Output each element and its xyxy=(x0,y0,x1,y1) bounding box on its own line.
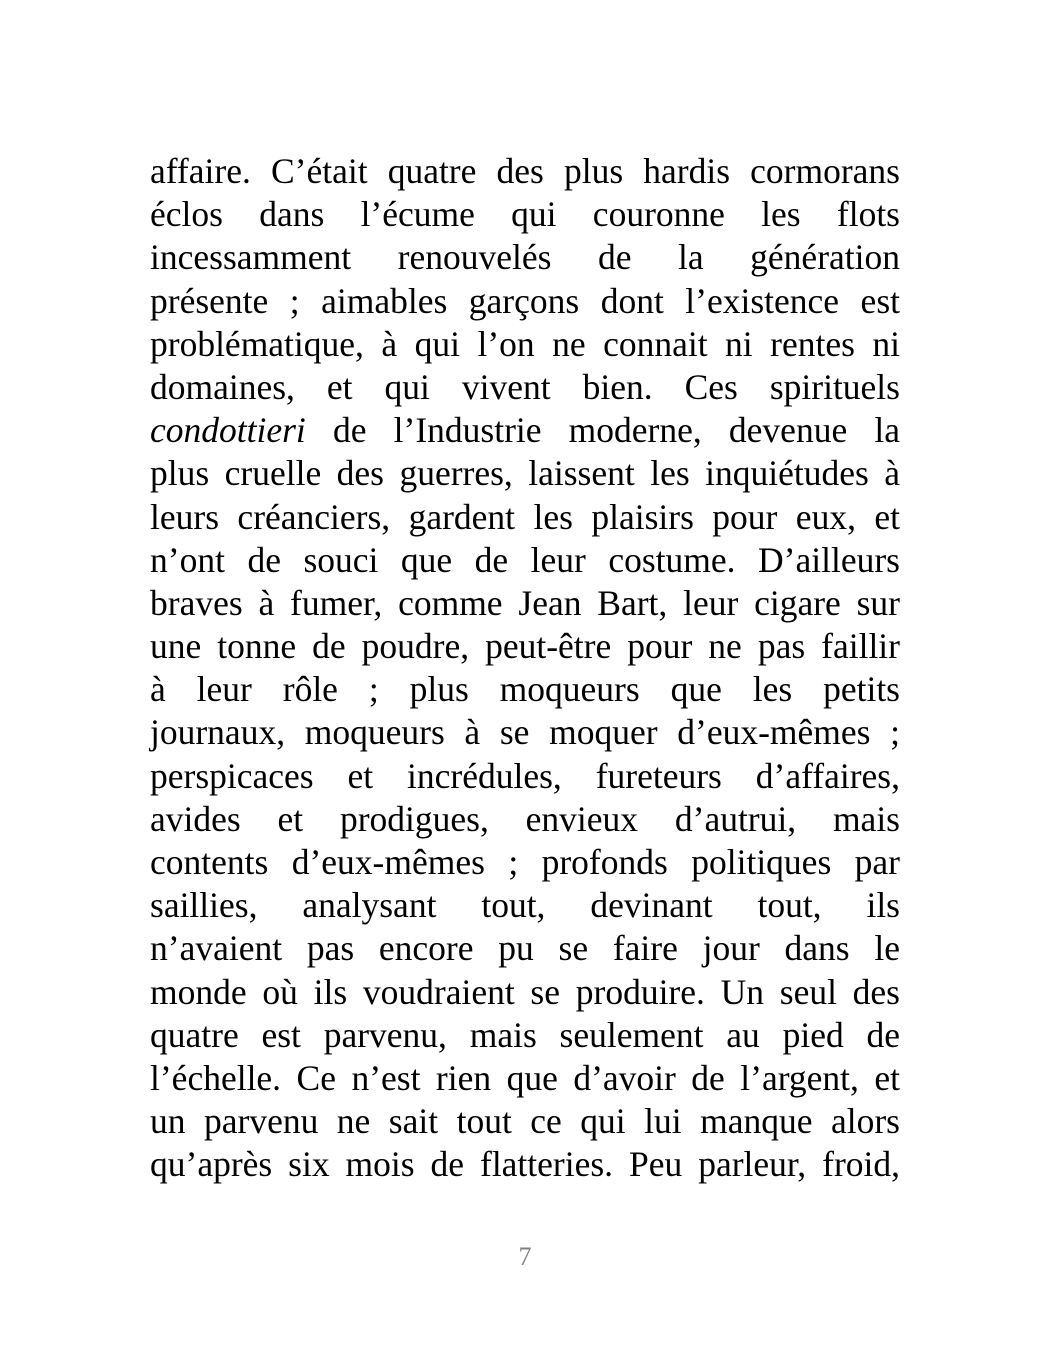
text-line: un parvenu ne sait tout ce qui lui manque alors xyxy=(150,1101,900,1142)
text-line: monde où ils voudraient se produire. Un seul des xyxy=(150,971,900,1012)
text-line: éclos dans l’écume qui couronne les flots xyxy=(150,194,900,235)
text-line: quatre est parvenu, mais seulement au pied de xyxy=(150,1014,900,1055)
text-line: une tonne de poudre, peut-être pour ne pas faillir xyxy=(150,626,900,667)
text-line: affaire. C’était quatre des plus hardis cormorans xyxy=(150,151,900,191)
text-line-rest: de l’Industrie moderne, devenue la xyxy=(305,410,900,451)
text-line: l’échelle. Ce n’est rien que d’avoir de l’argent, et xyxy=(150,1057,900,1098)
text-line: présente ; aimables garçons dont l’existence est xyxy=(150,280,900,321)
text-line: plus cruelle des guerres, laissent les inquiétudes à xyxy=(150,453,900,494)
text-line: à leur rôle ; plus moqueurs que les petits xyxy=(150,669,900,710)
text-line: journaux, moqueurs à se moquer d’eux-mêmes ; xyxy=(150,712,900,753)
italic-term: condottieri xyxy=(150,410,306,451)
text-line: problématique, à qui l’on ne connait ni rentes ni xyxy=(150,323,900,364)
text-line: leurs créanciers, gardent les plaisirs pour eux, et xyxy=(150,496,900,537)
text-line: avides et prodigues, envieux d’autrui, mais xyxy=(150,798,900,839)
text-line: qu’après six mois de flatteries. Peu parleur, froid, xyxy=(150,1144,900,1185)
text-line: braves à fumer, comme Jean Bart, leur cigare sur xyxy=(150,582,900,623)
text-line: domaines, et qui vivent bien. Ces spirituels xyxy=(150,366,900,407)
text-line: n’ont de souci que de leur costume. D’ailleurs xyxy=(150,539,900,580)
page-number: 7 xyxy=(518,1242,532,1271)
text-line: incessamment renouvelés de la génération xyxy=(150,237,900,278)
text-line: n’avaient pas encore pu se faire jour dans le xyxy=(150,928,900,969)
text-line: saillies, analysant tout, devinant tout, ils xyxy=(150,885,900,926)
body-paragraph xyxy=(150,150,900,1187)
text-line: contents d’eux-mêmes ; profonds politiques par xyxy=(150,842,900,882)
text-line: perspicaces et incrédules, fureteurs d’affaires, xyxy=(150,755,900,796)
text-line xyxy=(150,409,900,452)
